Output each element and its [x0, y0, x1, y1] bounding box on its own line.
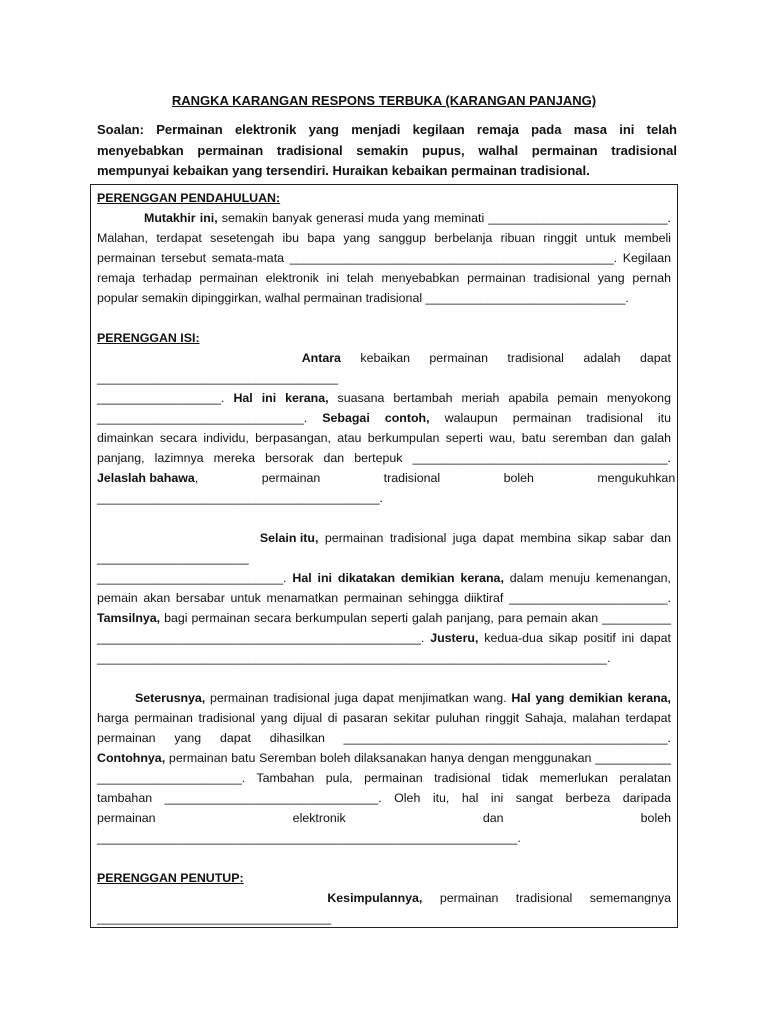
- intro-line: popular semakin dipinggirkan, walhal permainan tradisional _____________________________.: [97, 291, 629, 305]
- body-p3-line: _____________________. Tambahan pula, permainan tradisional tidak memerlukan peralatan: [97, 771, 671, 785]
- question-text: Soalan: Permainan elektronik yang menjadi kegilaan remaja pada masa ini telah menyebabkan permainan tradisional semakin pupus, walhal permainan tradisional mempunyai kebaikan yang tersendiri. Huraikan kebaikan permainan tradisional.: [97, 122, 677, 178]
- body-p1-line: __________________. Hal ini kerana, suasana bertambah meriah apabila pemain menyokong: [97, 391, 671, 405]
- body-p2-line: __________________________________________________________________________.: [97, 651, 611, 665]
- body-p3-line: Contohnya, permainan batu Seremban boleh dilaksanakan hanya dengan menggunakan ___________: [97, 751, 671, 765]
- body-heading: PERENGGAN ISI:: [97, 331, 200, 345]
- body-p1-line: _________________________________________.: [97, 491, 383, 505]
- body-p2-line: ___________________________. Hal ini dikatakan demikian kerana, dalam menuju kemenangan,: [97, 571, 672, 585]
- intro-line: permainan tersebut semata-mata _______________________________________________. Kegilaan: [97, 251, 671, 265]
- body-p1-line: Antara kebaikan permainan tradisional adalah dapat: [301, 351, 671, 365]
- body-p2-line: _______________________________________________. Justeru, kedua-dua sikap positif ini dapat: [97, 631, 671, 645]
- closing-heading: PERENGGAN PENUTUP:: [97, 871, 244, 885]
- body-p1-line: ___________________________________: [97, 371, 339, 385]
- body-p3-line: permainan yang dapat dihasilkan _______________________________________________.: [97, 731, 671, 745]
- body-p3-line: Seterusnya, permainan tradisional juga dapat menjimatkan wang. Hal yang demikian kerana,: [135, 691, 672, 705]
- body-p1-line: panjang, lazimnya mereka bersorak dan bertepuk _____________________________________.: [97, 451, 671, 465]
- intro-line: remaja terhadap permainan elektronik ini telah menyebabkan permainan tradisional yang pernah: [97, 271, 671, 285]
- body-p1-line: ______________________________. Sebagai contoh, walaupun permainan tradisional itu: [97, 411, 671, 425]
- intro-heading: PERENGGAN PENDAHULUAN:: [97, 191, 281, 205]
- body-p2-line: pemain akan bersabar untuk menamatkan permainan sehingga diiktiraf _______________________.: [97, 591, 671, 605]
- body-p3-line: tambahan _______________________________. Oleh itu, hal ini sangat berbeza daripada: [97, 791, 671, 805]
- body-p1-line: dimainkan secara individu, berpasangan, atau berkumpulan seperti wau, batu seremban dan galah: [97, 431, 671, 445]
- body-p2-line: Tamsilnya, bagi permainan secara berkumpulan seperti galah panjang, para pemain akan __________: [97, 611, 671, 625]
- intro-line: Mutakhir ini, semakin banyak generasi muda yang meminati __________________________.: [144, 211, 671, 225]
- body-p2-line: Selain itu, permainan tradisional juga dapat membina sikap sabar dan: [259, 531, 671, 545]
- body-p2-line: ______________________: [97, 551, 249, 565]
- body-p1-line: Jelaslah bahawa, permainan tradisional boleh mengukuhkan: [97, 471, 676, 485]
- body-p3-line: _____________________________________________________________.: [97, 831, 521, 845]
- body-p3-line: harga permainan tradisional yang dijual di pasaran sekitar puluhan ringgit Sahaja, malahan terdapat: [97, 711, 671, 725]
- closing-line: __________________________________: [97, 911, 332, 925]
- body-p3-line: permainan elektronik dan boleh: [97, 811, 671, 825]
- intro-line: Malahan, terdapat sesetengah ibu bapa yang sanggup berbelanja ribuan ringgit untuk membeli: [97, 231, 671, 245]
- closing-line: Kesimpulannya, permainan tradisional sememangnya: [327, 891, 671, 905]
- page-title: RANGKA KARANGAN RESPONS TERBUKA (KARANGAN PANJANG): [171, 93, 597, 108]
